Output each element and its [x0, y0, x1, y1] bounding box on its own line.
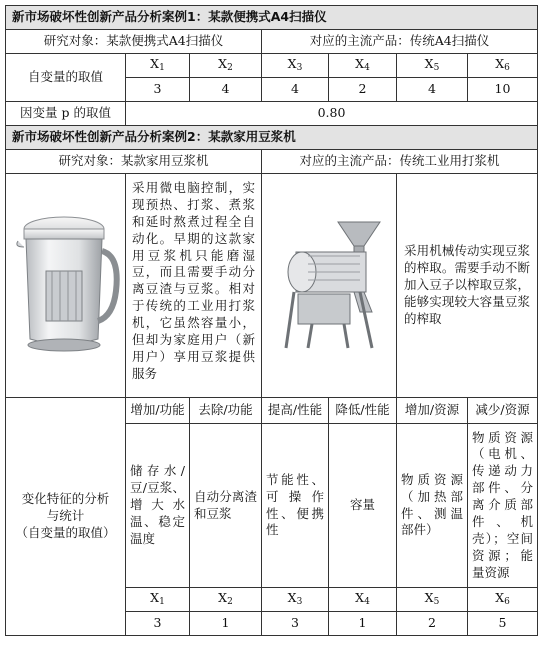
- category-header: 减少/资源: [468, 398, 538, 424]
- case1-x-value: 2: [329, 78, 397, 102]
- case2-x-value: 3: [126, 612, 190, 636]
- category-header: 增加/资源: [397, 398, 468, 424]
- industrial-pulper-illustration: [268, 216, 390, 356]
- case1-x-header: $X_3$: [262, 54, 329, 78]
- case1-x-value: 4: [262, 78, 329, 102]
- category-content: 容量: [329, 424, 397, 588]
- case2-x-header: $X_1$: [126, 588, 190, 612]
- case2-header: 新市场破坏性创新产品分析案例2：某款家用豆浆机: [6, 126, 538, 150]
- case2-x-header: $X_2$: [190, 588, 262, 612]
- case1-x-header: $X_1$: [126, 54, 190, 78]
- category-header: 降低/性能: [329, 398, 397, 424]
- case2-x-value: 1: [190, 612, 262, 636]
- case2-x-header: $X_3$: [262, 588, 329, 612]
- case2-mainstream: 对应的主流产品：传统工业用打浆机: [262, 150, 538, 174]
- page: [5, 5, 537, 636]
- case1-indep-label: 自变量的取值: [6, 54, 126, 102]
- industrial-pulper-description: 采用机械传动实现豆浆的榨取。需要手动不断加入豆子以榨取豆浆，能够实现较大容量豆浆的榨取: [397, 174, 538, 398]
- category-content: 节能性、可操作性、便携性: [262, 424, 329, 588]
- home-soymilk-description: 采用微电脑控制，实现预热、打浆、煮浆和延时熬煮过程全自动化。早期的这款家用豆浆机只能磨湿豆，而且需要手动分离豆渣与豆浆。相对于传统的工业用打浆机，它虽然容量小，但却为家庭用户（新用户）享用豆浆提供服务: [126, 174, 262, 398]
- category-header: 提高/性能: [262, 398, 329, 424]
- industrial-pulper-image: [262, 174, 397, 398]
- category-header: 去除/功能: [190, 398, 262, 424]
- case1-x-header: $X_2$: [190, 54, 262, 78]
- case2-x-value: 1: [329, 612, 397, 636]
- case2-subject: 研究对象：某款家用豆浆机: [6, 150, 262, 174]
- category-content: 物质资源（电机、传递动力部件、分离介质部件、机壳）；空间资源；能量资源: [468, 424, 538, 588]
- case1-dep-label: 因变量 p 的取值: [6, 102, 126, 126]
- case1-subject: 研究对象：某款便携式A4扫描仪: [6, 30, 262, 54]
- category-content: 储存水/豆/豆浆、增大水温、稳定温度: [126, 424, 190, 588]
- case1-x-value: 4: [190, 78, 262, 102]
- category-content: 自动分离渣和豆浆: [190, 424, 262, 588]
- case2-x-value: 2: [397, 612, 468, 636]
- feature-analysis-label: 变化特征的分析 与统计 （自变量的取值）: [6, 398, 126, 636]
- case2-x-header: $X_4$: [329, 588, 397, 612]
- case1-x-value: 4: [397, 78, 468, 102]
- case1-x-value: 3: [126, 78, 190, 102]
- case1-x-value: 10: [468, 78, 538, 102]
- case1-x-header: $X_4$: [329, 54, 397, 78]
- case2-x-header: $X_6$: [468, 588, 538, 612]
- case1-mainstream: 对应的主流产品：传统A4扫描仪: [262, 30, 538, 54]
- case2-x-header: $X_5$: [397, 588, 468, 612]
- analysis-table: [5, 5, 538, 636]
- case2-x-value: 5: [468, 612, 538, 636]
- category-content: 物质资源（加热部件、测温部件）: [397, 424, 468, 588]
- home-soymilk-maker-image: [6, 174, 126, 398]
- case2-x-value: 3: [262, 612, 329, 636]
- case1-dep-value: 0.80: [126, 102, 538, 126]
- case1-header: 新市场破坏性创新产品分析案例1：某款便携式A4扫描仪: [6, 6, 538, 30]
- category-header: 增加/功能: [126, 398, 190, 424]
- case1-x-header: $X_6$: [468, 54, 538, 78]
- soymilk-maker-illustration: [10, 211, 122, 361]
- case1-x-header: $X_5$: [397, 54, 468, 78]
